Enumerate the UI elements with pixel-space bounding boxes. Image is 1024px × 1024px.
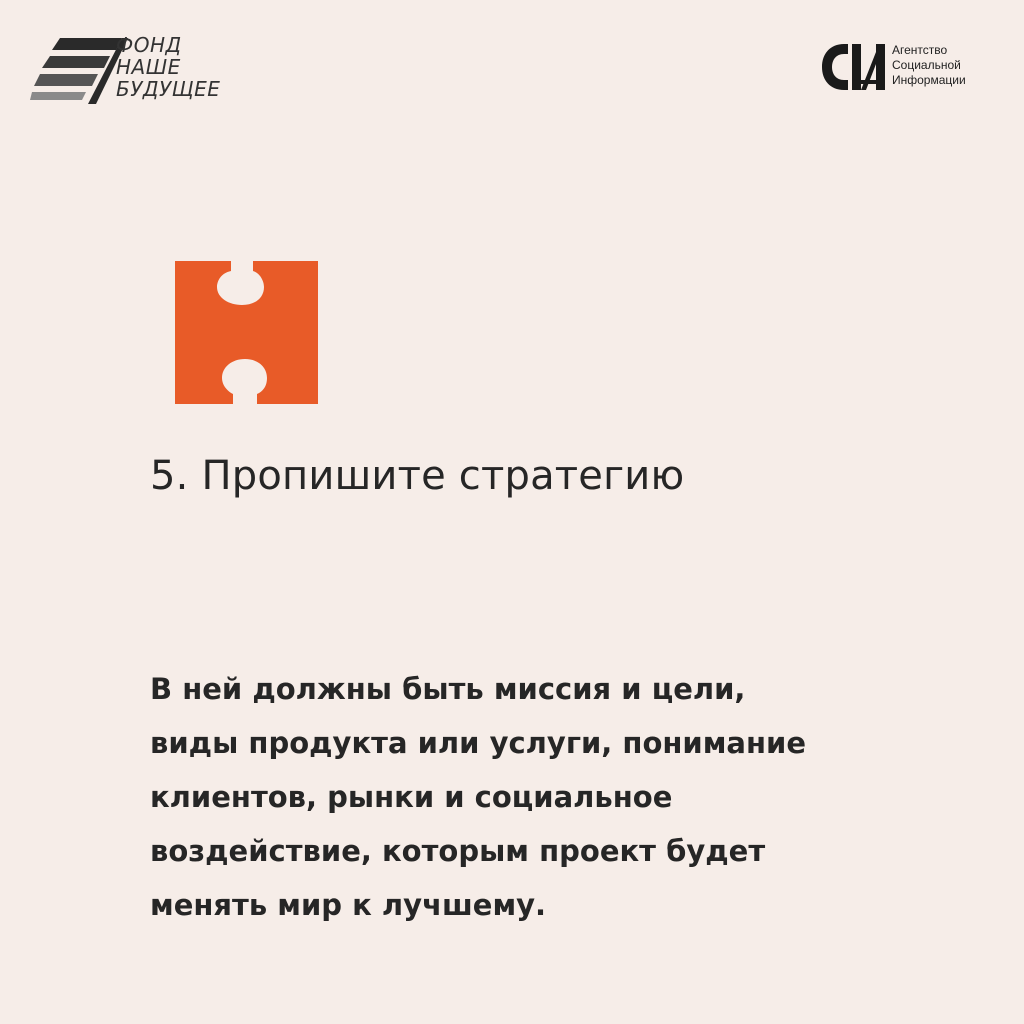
body-line: клиентов, рынки и социальное <box>150 780 673 814</box>
asi-logo-line-3: Информации <box>892 73 966 87</box>
asi-logo-line-2: Социальной <box>892 58 961 72</box>
fond-logo <box>30 34 240 106</box>
body-line: воздействие, которым проект будет <box>150 834 766 868</box>
fond-logo-line-3: БУДУЩЕЕ <box>116 77 221 101</box>
fond-nashe-budushchee-logo-icon <box>30 34 128 104</box>
fond-logo-line-2: НАШЕ <box>116 55 181 79</box>
fond-logo-line-1: ФОНД <box>116 33 182 57</box>
asi-logo-line-1: Агентство <box>892 43 948 57</box>
asi-logo-icon <box>818 40 894 94</box>
body-line: В ней должны быть миссия и цели, <box>150 672 746 706</box>
asi-logo <box>818 40 998 96</box>
body-text <box>150 662 950 932</box>
page-title: 5. Пропишите стратегию <box>150 453 685 499</box>
body-line: менять мир к лучшему. <box>150 888 547 922</box>
body-line: виды продукта или услуги, понимание <box>150 726 807 760</box>
puzzle-piece-icon <box>175 261 318 404</box>
